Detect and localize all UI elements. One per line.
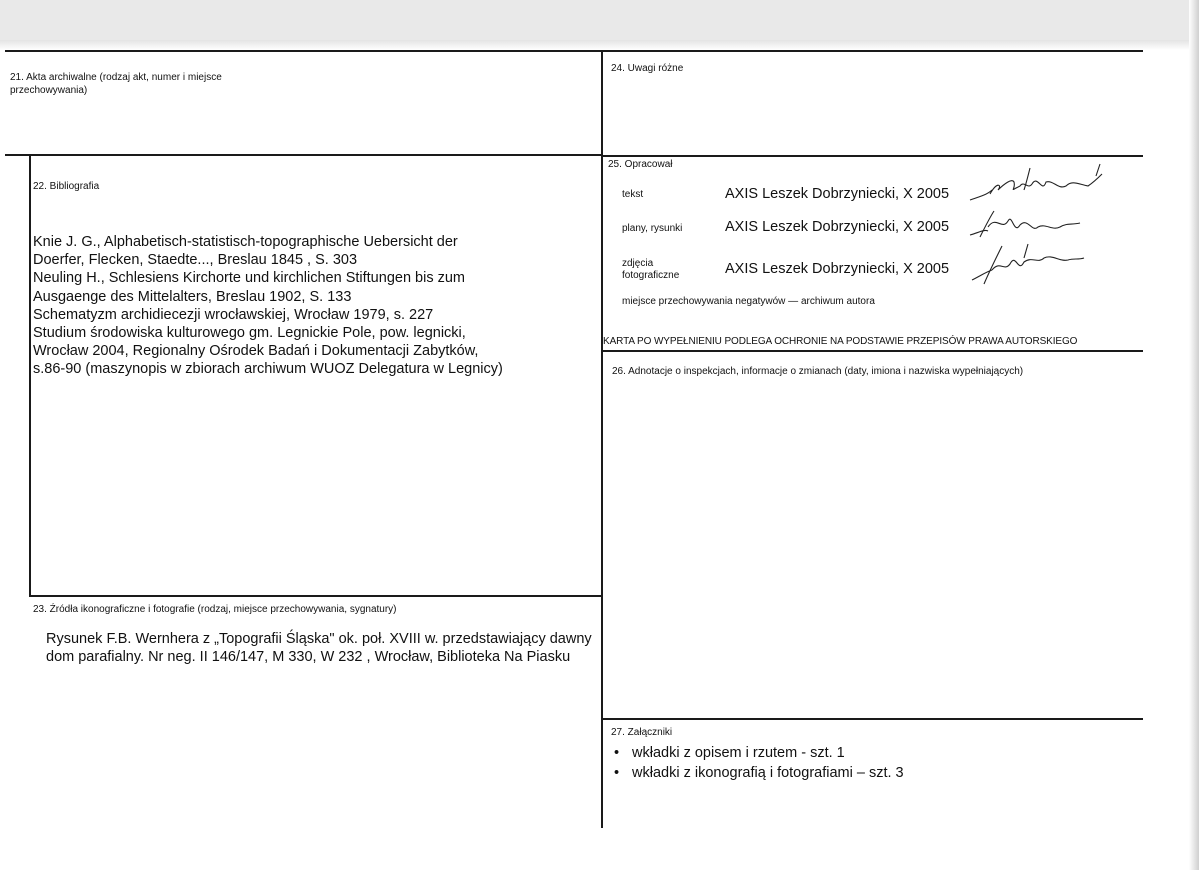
signature-2 xyxy=(968,205,1088,245)
bibliography-text: Knie J. G., Alphabetisch-statistisch-topographische Uebersicht der Doerfer, Flecken, Staedte..., Breslau 1845 , S. 303 Neuling H., Schlesiens Kirchorte und kirchlichen Stiftungen bis zum Ausgaenge des Mittelalters, Breslau 1902, S. 133 Schematyzm archidiecezji wrocławskiej, Wrocław 1979, s. 227 Studium środowiska kulturowego gm. Legnickie Pole, pow. legnicki, Wrocław 2004, Regionalny Ośrodek Badań i Dokumentacji Zabytków, s.86-90 (maszynopis w zbiorach archiwum WUOZ Delegatura w Legnicy) xyxy=(33,234,503,378)
attachment-item: • wkładki z ikonografią i fotografiami – szt. 3 xyxy=(612,763,904,783)
rule-22-23 xyxy=(29,595,603,597)
rule-26-27 xyxy=(601,718,1143,720)
negatives-note: miejsce przechowywania negatywów — archiwum autora xyxy=(622,296,875,307)
signature-3 xyxy=(968,240,1088,288)
rule-22-left xyxy=(29,154,31,596)
section-22-label: 22. Bibliografia xyxy=(33,181,100,192)
column-divider xyxy=(601,50,603,828)
row-tekst-label: tekst xyxy=(622,189,644,200)
section-27-label: 27. Załączniki xyxy=(611,727,673,738)
row-plany-value: AXIS Leszek Dobrzyniecki, X 2005 xyxy=(725,219,950,235)
section-24-label: 24. Uwagi różne xyxy=(611,63,684,74)
scan-right-edge xyxy=(1189,0,1199,870)
row-tekst-value: AXIS Leszek Dobrzyniecki, X 2005 xyxy=(725,186,950,202)
copyright-notice: KARTA PO WYPEŁNIENIU PODLEGA OCHRONIE NA PODSTAWIE PRZEPISÓW PRAWA AUTORSKIEGO xyxy=(603,336,1078,347)
section-21-label: 21. Akta archiwalne (rodzaj akt, numer i miejsce przechowywania) xyxy=(10,72,222,96)
attachment-item: • wkładki z opisem i rzutem - szt. 1 xyxy=(612,743,904,763)
row-zdjecia-label: zdjęcia fotograficzne xyxy=(622,258,680,281)
row-zdjecia-value: AXIS Leszek Dobrzyniecki, X 2005 xyxy=(725,261,950,277)
scan-shadow xyxy=(0,40,1199,50)
rule-21-22 xyxy=(5,154,603,156)
section-23-label: 23. Źródła ikonograficzne i fotografie (rodzaj, miejsce przechowywania, sygnatury) xyxy=(33,604,397,615)
iconography-text: Rysunek F.B. Wernhera z „Topografii Śląska" ok. poł. XVIII w. przedstawiający dawny dom parafialny. Nr neg. II 146/147, M 330, W 232 , Wrocław, Biblioteka Na Piasku xyxy=(46,631,592,666)
signature-1 xyxy=(968,160,1108,208)
rule-24-25 xyxy=(601,155,1143,157)
row-plany-label: plany, rysunki xyxy=(622,223,683,234)
section-26-label: 26. Adnotacje o inspekcjach, informacje o zmianach (daty, imiona i nazwiska wypełniających) xyxy=(612,366,1024,377)
attachments-list xyxy=(612,743,904,783)
rule-top xyxy=(5,50,1143,52)
section-25-label: 25. Opracował xyxy=(608,159,673,170)
rule-25-26 xyxy=(601,350,1143,352)
